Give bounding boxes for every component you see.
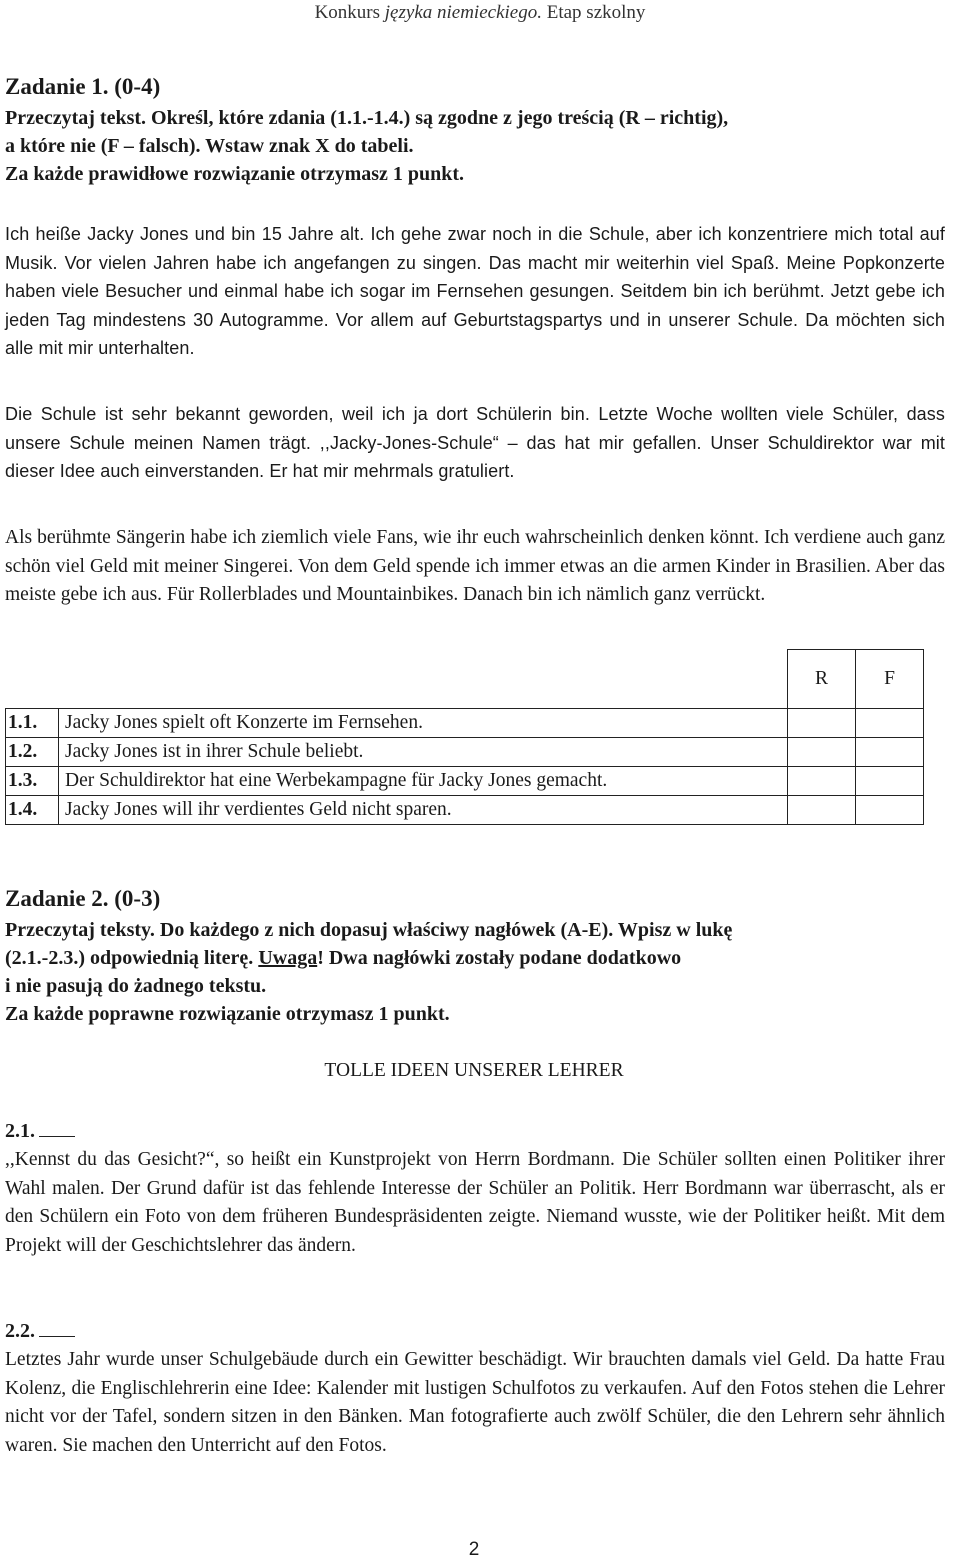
- task1-text-paragraph: Als berühmte Sängerin habe ich ziemlich viele Fans, wie ihr euch wahrscheinlich denken könnt. Ich verdiene auch ganz schön viel Geld mit meiner Singerei. Von dem Geld spende ich immer etwas an die armen Kinder in Brasilien. Aber das meiste gebe ich aus. Für Rollerblades und Mountainbikes. Danach bin ich nämlich ganz verrückt.: [5, 527, 945, 605]
- column-r-header: R: [788, 650, 856, 709]
- task2-instruction-part: ! Dwa nagłówki zostały podane dodatkowo: [317, 947, 682, 969]
- statement-number: 1.2.: [6, 738, 59, 767]
- task2-instructions: [5, 916, 945, 1028]
- table-row: [6, 796, 924, 825]
- statement-text: Der Schuldirektor hat eine Werbekampagne für Jacky Jones gemacht.: [59, 767, 788, 796]
- task1-instruction-line: Za każde prawidłowe rozwiązanie otrzymasz 1 punkt.: [5, 163, 465, 185]
- statement-number: 1.1.: [6, 709, 59, 738]
- answer-box-f[interactable]: [856, 796, 924, 825]
- answer-table: [5, 649, 924, 825]
- task2-instruction-line: Za każde poprawne rozwiązanie otrzymasz 1 punkt.: [5, 1003, 450, 1025]
- task1-instruction-line: a które nie (F – falsch). Wstaw znak X do tabeli.: [5, 135, 414, 157]
- header-text-post: Etap szkolny: [541, 2, 646, 23]
- answer-blank[interactable]: [39, 1318, 75, 1337]
- statement-text: Jacky Jones will ihr verdientes Geld nicht sparen.: [59, 796, 788, 825]
- item-label-row: [5, 1118, 945, 1143]
- answer-box-r[interactable]: [788, 709, 856, 738]
- answer-box-r[interactable]: [788, 767, 856, 796]
- column-f-header: F: [856, 650, 924, 709]
- table-row: [6, 738, 924, 767]
- item-text: ,,Kennst du das Gesicht?“, so heißt ein Kunstprojekt von Herrn Bordmann. Die Schüler sollten einen Politiker ihrer Wahl malen. Der Grund dafür ist das fehlende Interesse der Schüler an Politik. Herr Bordmann war überrascht, als er den Schülern ein Foto von dem früheren Bundespräsidenten zeigte. Niemand wusste, wie der Politiker heißt. Mit dem Projekt will der Geschichtslehrer das ändern.: [5, 1149, 945, 1256]
- table-row: [6, 709, 924, 738]
- header-text-pre: Konkurs: [314, 2, 385, 23]
- task1-text-paragraph: Die Schule ist sehr bekannt geworden, weil ich ja dort Schülerin bin. Letzte Woche wollten viele Schüler, dass unsere Schule meinen Namen trägt. ,,Jacky-Jones-Schule“ – das hat mir gefallen. Unser Schuldirektor war mit dieser Idee auch einverstanden. Er hat mir mehrmals gratuliert.: [5, 404, 945, 481]
- statement-number: 1.4.: [6, 796, 59, 825]
- task1-instruction-line: Przeczytaj tekst. Określ, które zdania (1.1.-1.4.) są zgodne z jego treścią (R – richtig),: [5, 107, 729, 129]
- answer-table-blank: [6, 650, 788, 709]
- item-label: 2.1.: [5, 1120, 35, 1142]
- statement-text: Jacky Jones spielt oft Konzerte im Fernsehen.: [59, 709, 788, 738]
- item-text: Letztes Jahr wurde unser Schulgebäude durch ein Gewitter beschädigt. Wir brauchten damals viel Geld. Da hatte Frau Kolenz, die Englischlehrerin eine Idee: Kalender mit lustigen Schulfotos zu verkaufen. Auf den Fotos stehen die Lehrer nicht vor der Tafel, sondern sitzen in den Bänken. Man fotografierte auch zwölf Schüler, die den Lehrern sehr ähnlich waren. Sie machen den Unterricht auf den Fotos.: [5, 1349, 945, 1456]
- answer-blank[interactable]: [39, 1118, 75, 1137]
- answer-box-f[interactable]: [856, 709, 924, 738]
- statement-number: 1.3.: [6, 767, 59, 796]
- answer-box-f[interactable]: [856, 738, 924, 767]
- task2-instruction-line: i nie pasują do żadnego tekstu.: [5, 975, 267, 997]
- answer-table-header: [6, 650, 924, 709]
- task2-instruction-part: (2.1.-2.3.) odpowiednią literę.: [5, 947, 259, 969]
- statement-text: Jacky Jones ist in ihrer Schule beliebt.: [59, 738, 788, 767]
- section-title: TOLLE IDEEN UNSERER LEHRER: [324, 1060, 624, 1081]
- page-header: [0, 2, 960, 24]
- answer-box-r[interactable]: [788, 796, 856, 825]
- table-row: [6, 767, 924, 796]
- header-text-italic: języka niemieckiego.: [384, 2, 542, 23]
- item-label-row: [5, 1318, 945, 1343]
- task2-title: Zadanie 2. (0-3): [5, 886, 161, 911]
- page-number: 2: [468, 1539, 480, 1560]
- answer-box-f[interactable]: [856, 767, 924, 796]
- task2-instruction-line: [5, 944, 945, 972]
- item-label: 2.2.: [5, 1320, 35, 1342]
- task1-title: Zadanie 1. (0-4): [5, 74, 161, 99]
- task1-instructions: [5, 104, 945, 188]
- answer-box-r[interactable]: [788, 738, 856, 767]
- task2-instruction-line: Przeczytaj teksty. Do każdego z nich dopasuj właściwy nagłówek (A-E). Wpisz w lukę: [5, 919, 733, 941]
- uwaga-word: Uwaga: [258, 947, 318, 969]
- task1-text-paragraph: Ich heiße Jacky Jones und bin 15 Jahre alt. Ich gehe zwar noch in die Schule, aber ich konzentriere mich total auf Musik. Vor vielen Jahren habe ich angefangen zu singen. Das macht mir weiterhin viel Spaß. Meine Popkonzerte haben viele Besucher und einmal habe ich sogar im Fernsehen gesungen. Seitdem bin ich berühmt. Jetzt gebe ich jeden Tag mindestens 30 Autogramme. Vor allem auf Geburtstagspartys und in unserer Schule. Da möchten sich alle mit mir unterhalten.: [5, 224, 945, 358]
